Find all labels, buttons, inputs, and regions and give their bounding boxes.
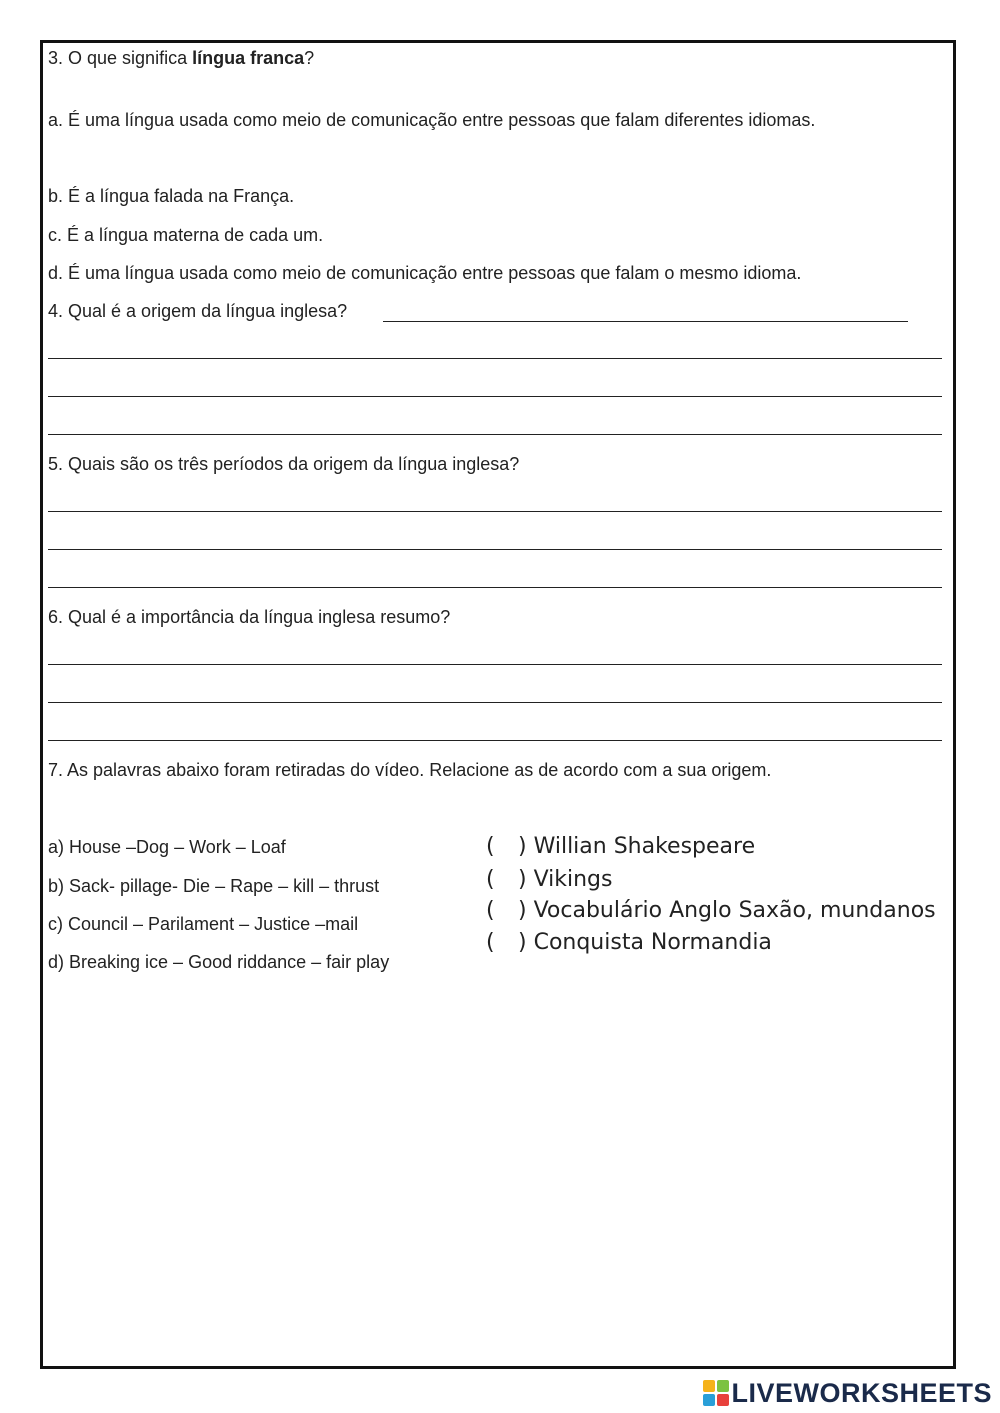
question-3-bold-term: língua franca xyxy=(192,48,305,68)
answer-line-q4-3[interactable] xyxy=(48,434,942,435)
match-item-4 xyxy=(486,930,772,956)
match-label-2: ) Vikings xyxy=(518,867,613,892)
match-label-1: ) Willian Shakespeare xyxy=(518,834,756,859)
match-label-4: ) Conquista Normandia xyxy=(518,930,772,955)
match-item-1 xyxy=(486,834,755,860)
match-answer-box-3[interactable]: ( xyxy=(486,898,495,923)
word-group-a: a) House –Dog – Work – Loaf xyxy=(48,837,286,857)
match-answer-box-4[interactable]: ( xyxy=(486,930,495,955)
match-item-2 xyxy=(486,867,612,893)
liveworksheets-icon xyxy=(703,1380,729,1406)
answer-line-q5-3[interactable] xyxy=(48,587,942,588)
match-answer-box-2[interactable]: ( xyxy=(486,867,495,892)
answer-line-q4-1[interactable] xyxy=(48,358,942,359)
match-item-3 xyxy=(486,898,936,924)
answer-line-q5-1[interactable] xyxy=(48,511,942,512)
answer-line-q4-inline[interactable] xyxy=(383,321,908,322)
match-label-3: ) Vocabulário Anglo Saxão, mundanos xyxy=(518,898,936,923)
question-3-option-c: c. É a língua materna de cada um. xyxy=(48,225,324,245)
answer-line-q4-2[interactable] xyxy=(48,396,942,397)
question-3-option-b: b. É a língua falada na França. xyxy=(48,186,295,206)
answer-line-q6-1[interactable] xyxy=(48,664,942,665)
word-group-b: b) Sack- pillage- Die – Rape – kill – thrust xyxy=(48,876,380,896)
match-answer-box-1[interactable]: ( xyxy=(486,834,495,859)
logo-square-blue xyxy=(703,1394,715,1406)
question-3-option-d: d. É uma língua usada como meio de comunicação entre pessoas que falam o mesmo idioma. xyxy=(48,263,802,283)
word-group-d: d) Breaking ice – Good riddance – fair play xyxy=(48,952,390,972)
liveworksheets-wordmark: LIVEWORKSHEETS xyxy=(731,1377,992,1408)
word-group-c: c) Council – Parilament – Justice –mail xyxy=(48,914,359,934)
logo-square-red xyxy=(717,1394,729,1406)
answer-line-q6-3[interactable] xyxy=(48,740,942,741)
answer-line-q6-2[interactable] xyxy=(48,702,942,703)
question-3: 3. O que significa língua franca? xyxy=(48,48,315,68)
question-4: 4. Qual é a origem da língua inglesa? xyxy=(48,301,348,321)
question-7: 7. As palavras abaixo foram retiradas do vídeo. Relacione as de acordo com a sua origem. xyxy=(48,760,772,780)
liveworksheets-logo xyxy=(703,1378,992,1408)
question-3-option-a: a. É uma língua usada como meio de comunicação entre pessoas que falam diferentes idiomas. xyxy=(48,110,816,130)
logo-square-green xyxy=(717,1380,729,1392)
answer-line-q5-2[interactable] xyxy=(48,549,942,550)
question-6: 6. Qual é a importância da língua inglesa resumo? xyxy=(48,607,451,627)
question-5: 5. Quais são os três períodos da origem da língua inglesa? xyxy=(48,454,520,474)
logo-square-yellow xyxy=(703,1380,715,1392)
